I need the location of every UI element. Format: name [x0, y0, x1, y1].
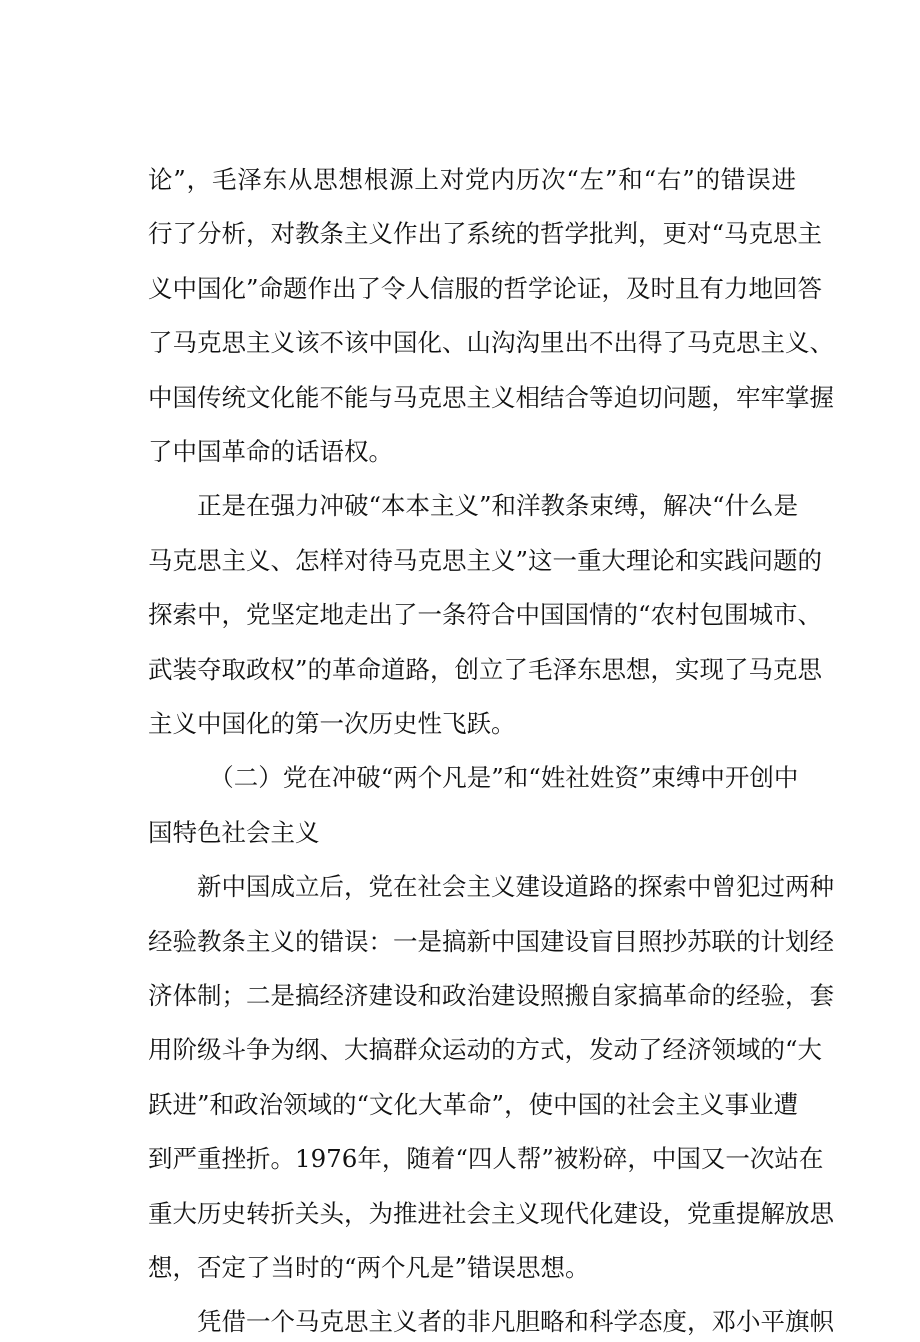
text-line: 用阶级斗争为纲、大搞群众运动的方式，发动了经济领域的“大 — [148, 1035, 823, 1064]
text-line: 主义中国化的第一次历史性飞跃。 — [148, 709, 516, 738]
text-line: 经验教条主义的错误：一是搞新中国建设盲目照抄苏联的计划经 — [148, 927, 834, 956]
text-line: 到严重挫折。1976年，随着“四人帮”被粉碎，中国又一次站在 — [148, 1144, 824, 1173]
text-line: 论”，毛泽东从思想根源上对党内历次“左”和“右”的错误进 — [148, 165, 796, 194]
text-line: 了马克思主义该不该中国化、山沟沟里出不出得了马克思主义、 — [148, 328, 834, 357]
text-line: 义中国化”命题作出了令人信服的哲学论证，及时且有力地回答 — [148, 274, 823, 303]
section-heading-line: 国特色社会主义 — [148, 818, 320, 847]
text-line: 中国传统文化能不能与马克思主义相结合等迫切问题，牢牢掌握 — [148, 383, 834, 412]
text-line: 济体制；二是搞经济建设和政治建设照搬自家搞革命的经验，套 — [148, 981, 834, 1010]
text-line: 正是在强力冲破“本本主义”和洋教条束缚，解决“什么是 — [148, 491, 799, 520]
text-line: 武装夺取政权”的革命道路，创立了毛泽东思想，实现了马克思 — [148, 655, 823, 684]
section-heading-line: （二）党在冲破“两个凡是”和“姓社姓资”束缚中开创中 — [148, 763, 799, 792]
text-line: 马克思主义、怎样对待马克思主义”这一重大理论和实践问题的 — [148, 546, 823, 575]
text-line: 了中国革命的话语权。 — [148, 437, 393, 466]
text-line: 行了分析，对教条主义作出了系统的哲学批判，更对“马克思主 — [148, 219, 823, 248]
text-line: 新中国成立后，党在社会主义建设道路的探索中曾犯过两种 — [148, 872, 834, 901]
text-line: 凭借一个马克思主义者的非凡胆略和科学态度，邓小平旗帜 — [148, 1307, 834, 1336]
text-line: 重大历史转折关头，为推进社会主义现代化建设，党重提解放思 — [148, 1199, 834, 1228]
text-line: 探索中，党坚定地走出了一条符合中国国情的“农村包围城市、 — [148, 600, 823, 629]
text-line: 想，否定了当时的“两个凡是”错误思想。 — [148, 1253, 590, 1282]
text-line: 跃进”和政治领域的“文化大革命”，使中国的社会主义事业遭 — [148, 1090, 799, 1119]
